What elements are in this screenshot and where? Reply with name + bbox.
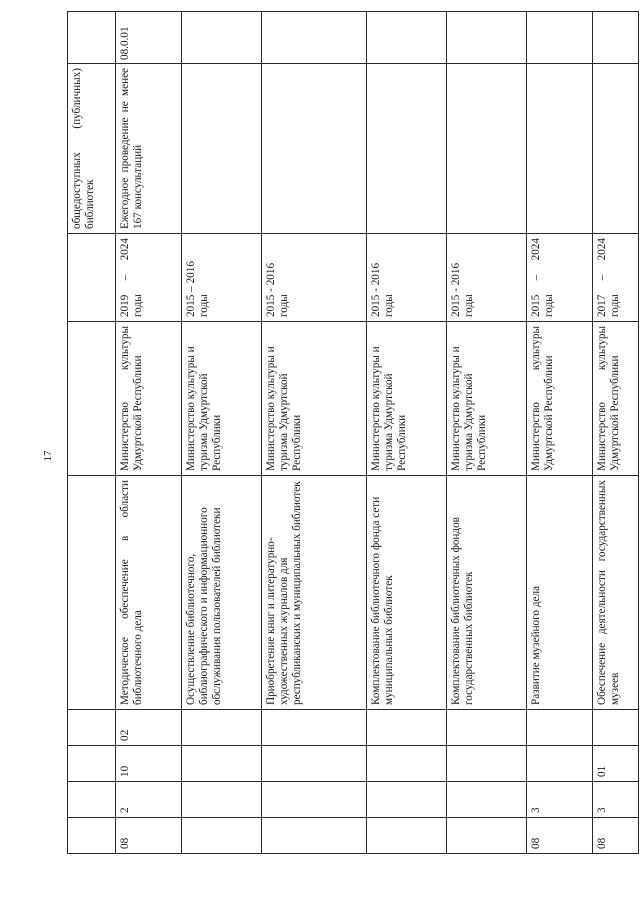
page-number: 17: [42, 450, 54, 462]
cell-executor: Министерство культуры Удмуртской Республики: [593, 322, 639, 476]
cell-m: [262, 710, 367, 746]
cell-executor: Министерство культуры Удмуртской Республики: [527, 322, 593, 476]
cell-om: [182, 746, 262, 782]
table-row: [593, 12, 639, 854]
cell-period: 2019 – 2024 годы: [115, 234, 181, 322]
table-row: [182, 12, 262, 854]
cell-om: [262, 746, 367, 782]
table-row: [262, 12, 367, 854]
cell-name: Приобретение книг и литературно-художественных журналов для республиканских и муниципальных библиотек: [262, 476, 367, 710]
cell-executor: Министерство культуры и туризма Удмуртской Республики: [182, 322, 262, 476]
cell-period: 2015 - 2016 годы: [262, 234, 367, 322]
rotated-table-container: [67, 12, 639, 854]
cell-name: Развитие музейного дела: [527, 476, 593, 710]
cell-period: [68, 234, 116, 322]
cell-pp: 3: [593, 782, 639, 818]
cell-gp: [447, 818, 527, 854]
cell-pp: [262, 782, 367, 818]
cell-m: [447, 710, 527, 746]
cell-name: Комплектование библиотечных фондов государственных библиотек: [447, 476, 527, 710]
cell-gp: 08: [527, 818, 593, 854]
cell-gp: 08: [593, 818, 639, 854]
cell-m: 02: [115, 710, 181, 746]
cell-period: 2017 – 2024 годы: [593, 234, 639, 322]
cell-indicator: Ежегодное проведение не менее 167 консультаций: [115, 64, 181, 234]
cell-executor: Министерство культуры и туризма Удмуртской Республики: [447, 322, 527, 476]
cell-m: [182, 710, 262, 746]
cell-gp: [367, 818, 447, 854]
cell-pp: 3: [527, 782, 593, 818]
cell-indicator: [367, 64, 447, 234]
table-row: [527, 12, 593, 854]
cell-m: [593, 710, 639, 746]
cell-code: 08.0.01: [115, 12, 181, 64]
cell-executor: [68, 322, 116, 476]
cell-period: 2015 – 2024 годы: [527, 234, 593, 322]
cell-name: Осуществление библиотечного, библиографического и информационного обслуживания пользователей библиотеки: [182, 476, 262, 710]
cell-code: [527, 12, 593, 64]
cell-executor: Министерство культуры и туризма Удмуртской Республики: [367, 322, 447, 476]
cell-executor: Министерство культуры Удмуртской Республики: [115, 322, 181, 476]
cell-period: 2015 - 2016 годы: [447, 234, 527, 322]
cell-om: [367, 746, 447, 782]
cell-pp: [447, 782, 527, 818]
cell-code: [262, 12, 367, 64]
cell-om: [447, 746, 527, 782]
cell-indicator: общедоступных (публичных) библиотек: [68, 64, 116, 234]
cell-indicator: [527, 64, 593, 234]
cell-executor: Министерство культуры и туризма Удмуртской Республики: [262, 322, 367, 476]
cell-period: 2015 - 2016 годы: [367, 234, 447, 322]
cell-pp: [182, 782, 262, 818]
cell-om: [527, 746, 593, 782]
table-row: [367, 12, 447, 854]
table-row: [115, 12, 181, 854]
cell-code: [593, 12, 639, 64]
cell-om: [68, 746, 116, 782]
cell-code: [68, 12, 116, 64]
cell-code: [447, 12, 527, 64]
cell-pp: [68, 782, 116, 818]
cell-m: [527, 710, 593, 746]
cell-m: [68, 710, 116, 746]
cell-m: [367, 710, 447, 746]
cell-om: 10: [115, 746, 181, 782]
cell-indicator: [182, 64, 262, 234]
table-row: [447, 12, 527, 854]
cell-gp: [182, 818, 262, 854]
cell-name: [68, 476, 116, 710]
table-row-continuation: [68, 12, 116, 854]
cell-indicator: [262, 64, 367, 234]
program-table: [67, 11, 639, 854]
cell-pp: 2: [115, 782, 181, 818]
cell-gp: [262, 818, 367, 854]
cell-om: 01: [593, 746, 639, 782]
cell-code: [182, 12, 262, 64]
cell-indicator: [447, 64, 527, 234]
cell-name: Комплектование библиотечного фонда сети муниципальных библиотек: [367, 476, 447, 710]
cell-indicator: [593, 64, 639, 234]
cell-code: [367, 12, 447, 64]
cell-gp: [68, 818, 116, 854]
cell-name: Методическое обеспечение в области библиотечного дела: [115, 476, 181, 710]
cell-gp: 08: [115, 818, 181, 854]
cell-name: Обеспечение деятельности государственных музеев: [593, 476, 639, 710]
cell-period: 2015 – 2016 годы: [182, 234, 262, 322]
cell-pp: [367, 782, 447, 818]
